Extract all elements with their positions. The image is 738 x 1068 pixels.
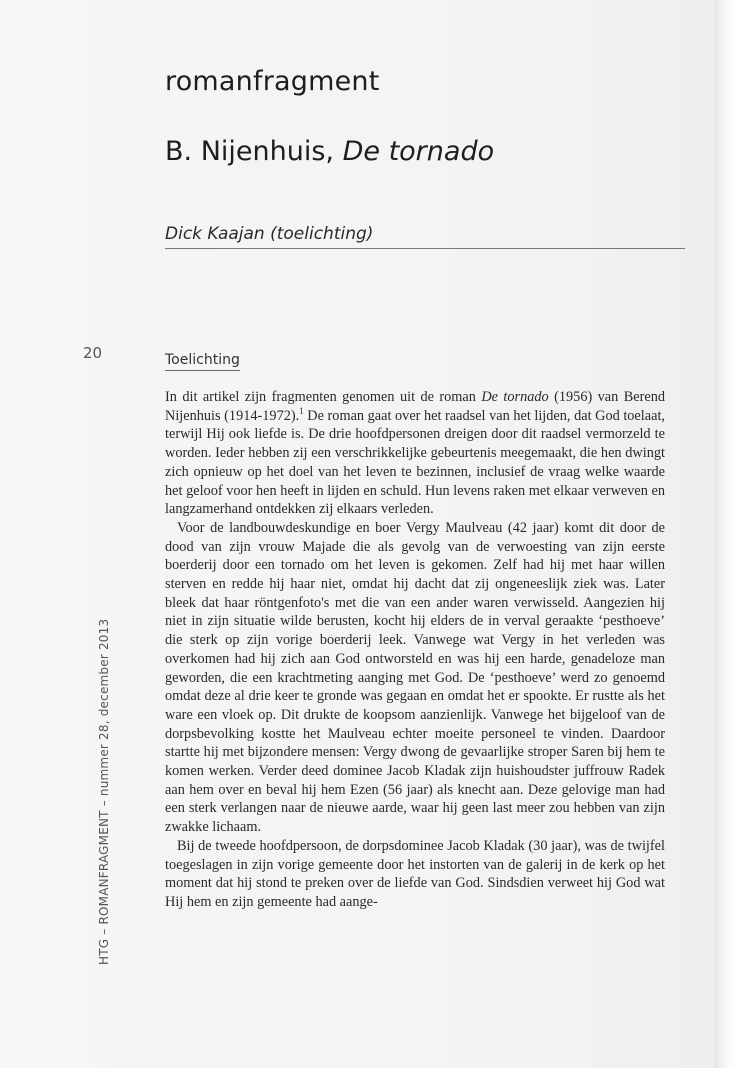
paragraph-1-part-a: In dit artikel zijn fragmenten genomen uit de roman [165,389,476,405]
paragraph-1-italic-title: De tornado [481,389,549,405]
section-subheading: Toelichting [165,352,240,371]
page-edge [715,0,738,1068]
paragraph-1-part-c: De roman gaat over het raadsel van het lijden, dat God toelaat, terwijl Hij ook liefde is. De drie hoofdpersonen dreigen door dit raadsel vermorzeld te worden. Ieder hebben zij een verschrikkelijke gebeurtenis meegemaakt, die hen dwingt zich opnieuw op het doel van het leven te bezinnen, inclusief de vraag welke waarde het geloof voor hen heeft in lijden en schuld. Hun levens raken met elkaar verweven en langzamerhand ontdekken zij elkaars verleden. [165,407,665,518]
page-number: 20 [83,344,103,362]
footnote-marker: 1 [299,405,304,416]
byline: Dick Kaajan (toelichting) [165,224,685,249]
paragraph-2: Voor de landbouwdeskundige en boer Vergy Maulveau (42 jaar) komt dit door de dood van zijn vrouw Majade die als gevolg van de verwoesting van zijn eerste boerderij door een tornado om het leven is gekomen. Zelf had hij met haar willen sterven en redde hij haar niet, omdat hij dacht dat zij ongeneeslijk ziek was. Later bleek dat haar röntgenfoto's met die van een ander waren verwisseld. Aangezien hij niet in zijn situatie wilde berusten, kocht hij elders de in verval geraakte ‘pesthoeve’ die sterk op zijn vorige boerderij leek. Vanwege wat Vergy in het verleden was overkomen had hij zich aan God ontworsteld en was hij een harde, genadeloze man geworden, die een krachtmeting aanging met God. De ‘pesthoeve’ werd zo genoemd omdat deze al drie keer te gronde was gegaan en omdat het er spookte. Er rustte als het ware een vloek op. Dit drukte de koopsom aanzienlijk. Vanwege het bijgeloof van de dorpsbevolking kostte het Maulveau echter moeite personeel te vinden. Daardoor startte hij met bijzondere mensen: Vergy dwong de gevaarlijke stroper Saren bij hem te komen werken. Verder deed dominee Jacob Kladak zijn huishoudster juffrouw Radek aan hem over en beval hij hem Ezen (56 jaar) als knecht aan. Deze gelovige man had een sterk verlangen naar de nieuwe aarde, waar hij geen last meer zou hebben van zijn zwakke lichaam. [165,519,665,836]
article-title [165,136,494,167]
paragraph-3: Bij de tweede hoofdpersoon, de dorpsdominee Jacob Kladak (30 jaar), was de twijfel toegeslagen in zijn vorige gemeente door het instorten van de galerij in de kerk op het moment dat hij stond te preken over de liefde van God. Sindsdien verweet hij God wat Hij hem en zijn gemeente had aange- [165,837,665,910]
body-text [165,388,665,912]
title-work: De tornado [342,136,495,167]
paragraph-1 [165,388,665,519]
running-head: HTG – ROMANFRAGMENT – nummer 28, december 2013 [97,618,111,965]
paragraph-1-part-b: (1956) van Berend Nijenhuis (1914-1972). [165,389,665,424]
section-label: romanfragment [165,66,380,97]
title-author: B. Nijenhuis, [165,136,334,167]
